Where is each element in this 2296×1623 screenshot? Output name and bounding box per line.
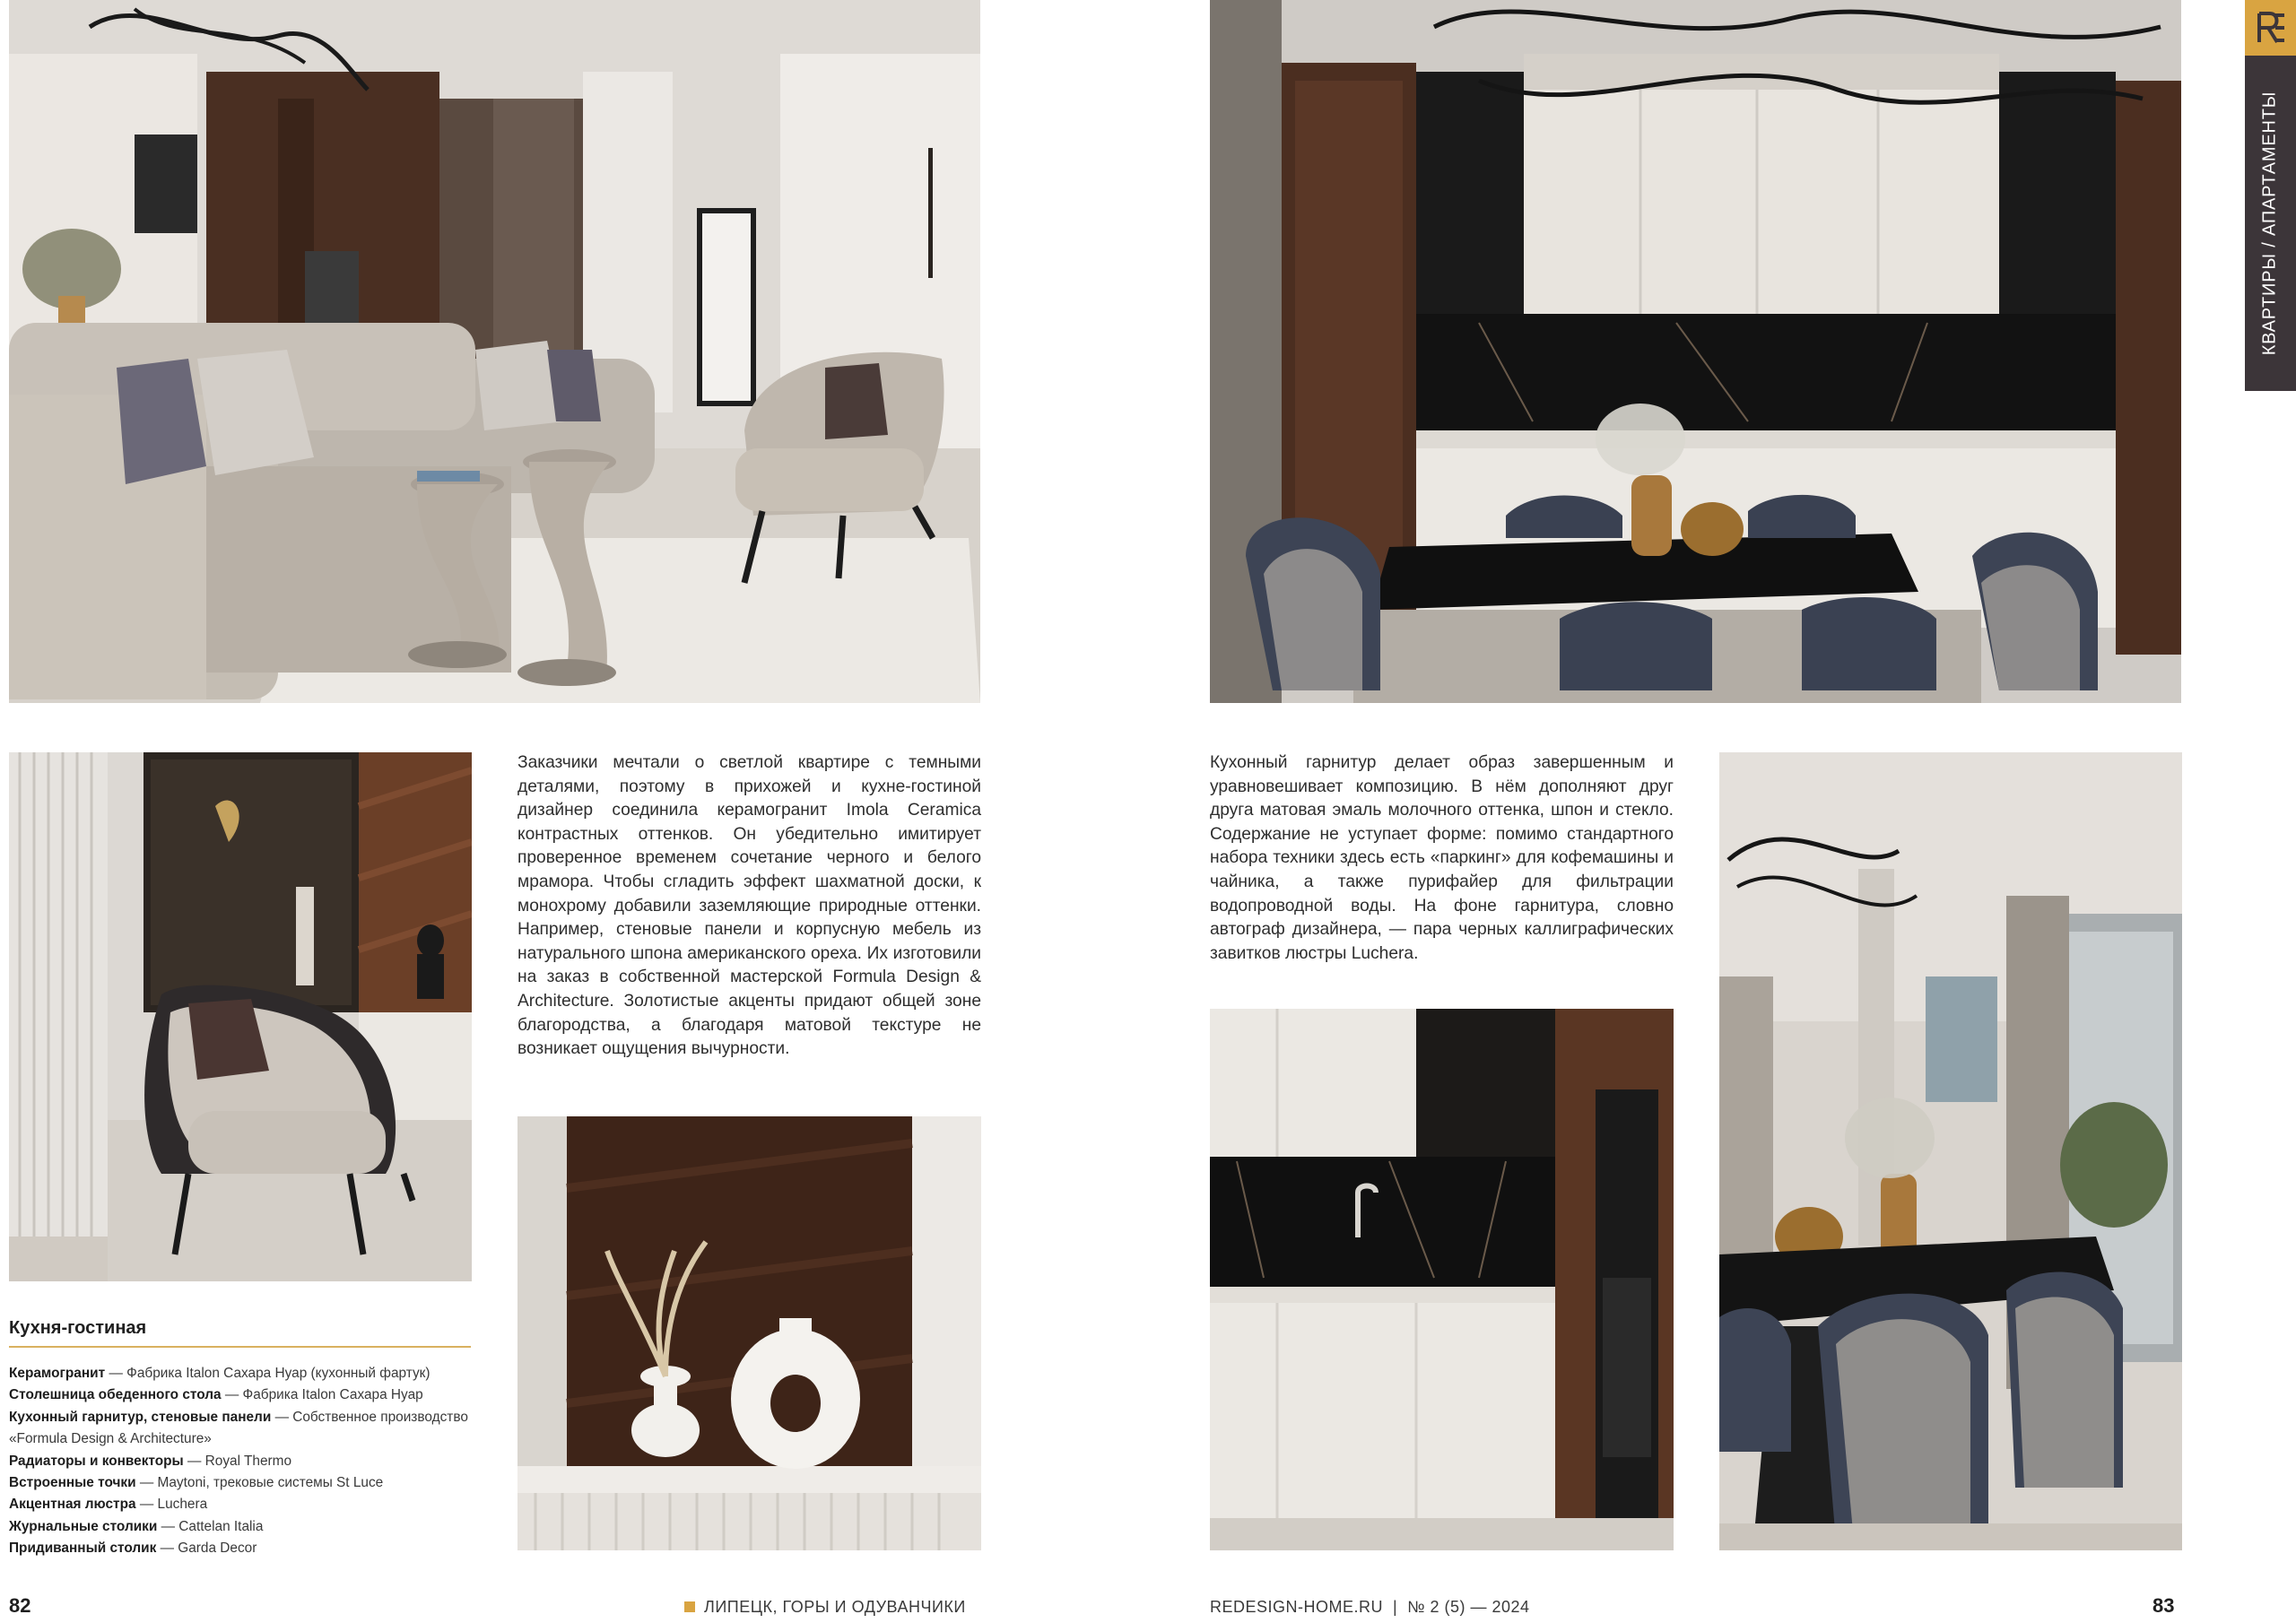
- section-label: КВАРТИРЫ / АПАРТАМЕНТЫ: [2259, 91, 2280, 356]
- kitchen-dining-photo: [1210, 0, 2181, 703]
- running-title-text: ЛИПЕЦК, ГОРЫ И ОДУВАНЧИКИ: [704, 1598, 966, 1616]
- kitchen-detail-photo: [1210, 1009, 1674, 1550]
- spec-label: Акцентная люстра: [9, 1497, 136, 1513]
- page-number-left: 82: [9, 1594, 31, 1617]
- spec-value: — Maytoni, трековые системы St Luce: [135, 1475, 384, 1491]
- re-logo-icon: [2256, 10, 2286, 46]
- spec-item: [9, 1494, 475, 1515]
- spec-item: [9, 1516, 475, 1538]
- spec-label: Керамогранит: [9, 1366, 106, 1381]
- vases-niche-photo: [517, 1116, 981, 1550]
- article-text-right: Кухонный гарнитур делает образ завершенным и уравновешивает композицию. В нём дополняют друг друга матовая эмаль молочного оттенка, шпон и стекло. Содержание не уступает форме: помимо стандартного набора техники здесь есть «паркинг» для кофемашины и чайника, а также пурифайер для фильтрации водопроводной воды. На фоне гарнитура, словно автограф дизайнера, — пара черных каллиграфических завитков люстры Luchera.: [1210, 753, 1674, 963]
- specs-title: Кухня-гостиная: [9, 1318, 471, 1348]
- spec-label: Журнальные столики: [9, 1518, 158, 1534]
- spec-value: — Luchera: [135, 1497, 208, 1513]
- page-number-right: 83: [2152, 1594, 2175, 1617]
- spec-item: [9, 1384, 475, 1406]
- dining-window-photo: [1719, 752, 2182, 1550]
- spec-value: — Фабрика Italon Сахара Нуар (кухонный фартук): [105, 1366, 430, 1381]
- armchair-photo: [9, 752, 472, 1281]
- spec-item: [9, 1451, 475, 1472]
- running-title-right: REDESIGN-HOME.RU | № 2 (5) — 2024: [1210, 1598, 1530, 1616]
- spec-label: Встроенные точки: [9, 1475, 136, 1491]
- spec-label: Кухонный гарнитур, стеновые панели: [9, 1409, 272, 1425]
- section-side-tab: [2245, 0, 2296, 391]
- spec-item: [9, 1363, 475, 1384]
- spec-label: Радиаторы и конвекторы: [9, 1453, 184, 1469]
- article-text-left: Заказчики мечтали о светлой квартире с темными деталями, поэтому в прихожей и кухне-гостиной дизайнер соединила керамогранит Imola Ceramica контрастных оттенков. Он убедительно имитирует проверенное временем сочетание черного и белого мрамора. Чтобы сгладить эффект шахматной доски, к монохрому добавили заземляющие природные оттенки. Например, стеновые панели и корпусную мебель из натурального шпона американского ореха. Их изготовили на заказ в собственной мастерской Formula Design & Architecture. Золотистые акценты придают общей зоне благородства, а благодаря матовой текстуре не возникает ощущения вычурности.: [517, 753, 981, 1059]
- spec-label: Столешница обеденного стола: [9, 1387, 222, 1403]
- spec-value: — Royal Thermo: [183, 1453, 292, 1469]
- spec-value: — Собственное производство «Formula Design & Architecture»: [9, 1409, 468, 1447]
- accent-square-icon: [684, 1601, 695, 1612]
- spec-value: — Garda Decor: [156, 1541, 257, 1557]
- spec-item: [9, 1538, 475, 1559]
- running-title-left: [684, 1598, 966, 1617]
- spec-value: — Фабрика Italon Сахара Нуар: [221, 1387, 423, 1403]
- spec-item: [9, 1407, 475, 1451]
- specs-list: [9, 1363, 475, 1560]
- magazine-logo: [2245, 0, 2296, 56]
- spec-label: Придиванный столик: [9, 1541, 157, 1557]
- spec-value: — Cattelan Italia: [157, 1518, 264, 1534]
- living-room-photo: [9, 0, 980, 703]
- spec-item: [9, 1472, 475, 1494]
